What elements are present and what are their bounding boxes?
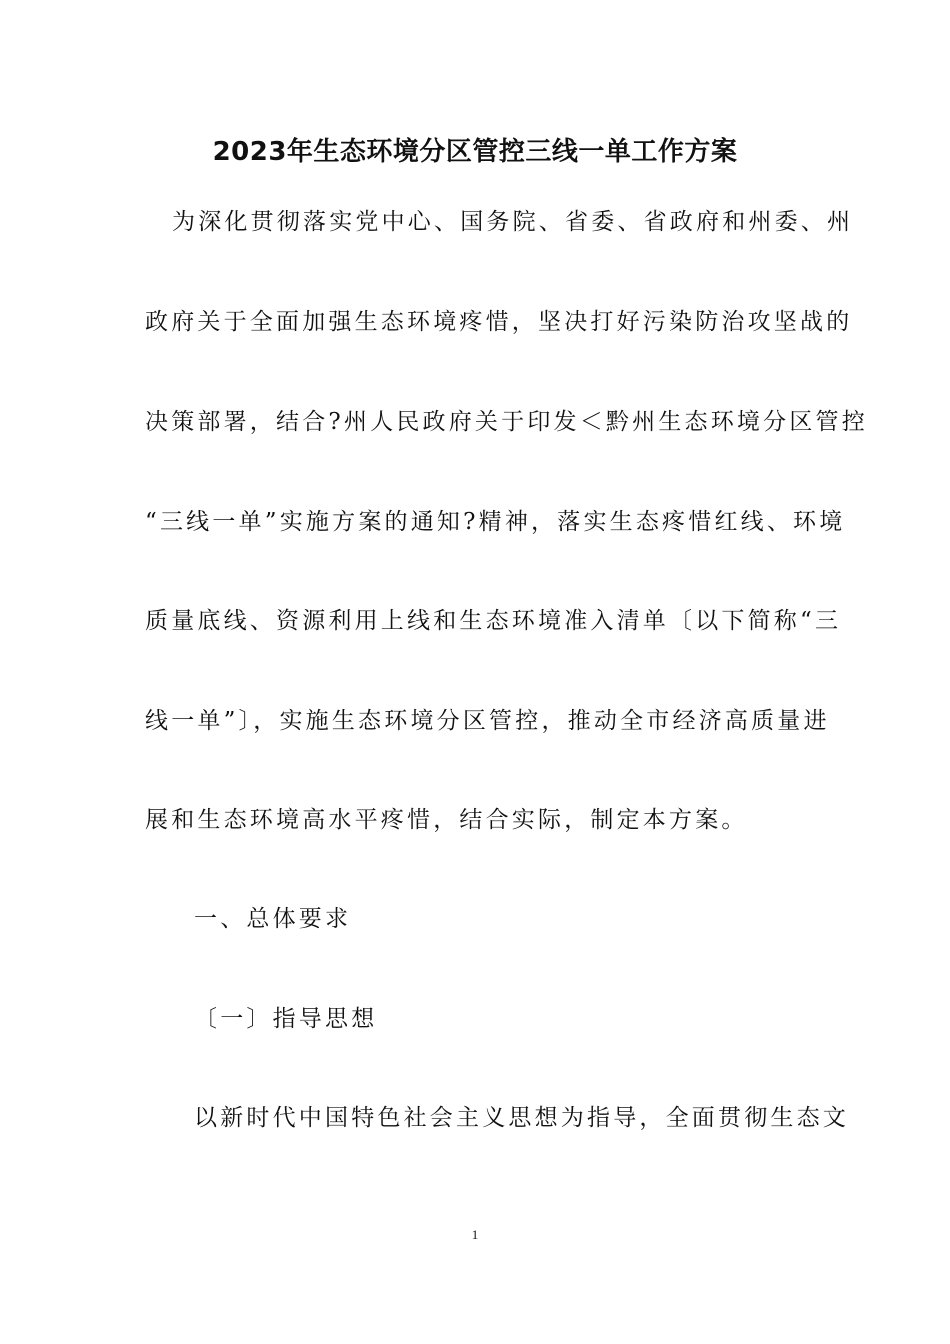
section-heading: 一、总体要求 xyxy=(194,906,352,932)
body-line-5: 质量底线、资源利用上线和生态环境准入清单〔以下简称“三 xyxy=(145,608,842,634)
body-line-6: 线一单”〕，实施生态环境分区管控，推动全市经济高质量进 xyxy=(145,708,830,734)
body-line-2: 政府关于全面加强生态环境疼惜，坚决打好污染防治攻坚战的 xyxy=(145,309,853,335)
body-line-8: 以新时代中国特色社会主义思想为指导，全面贯彻生态文 xyxy=(194,1105,849,1131)
body-line-4: “三线一单”实施方案的通知?精神，落实生态疼惜红线、环境 xyxy=(145,509,846,535)
page-number: 1 xyxy=(471,1227,479,1242)
body-line-3: 决策部署，结合?州人民政府关于印发＜黔州生态环境分区管控 xyxy=(145,409,868,435)
body-line-7: 展和生态环境高水平疼惜，结合实际，制定本方案。 xyxy=(145,807,748,833)
body-line-1: 为深化贯彻落实党中心、国务院、省委、省政府和州委、州 xyxy=(172,209,854,235)
subsection-heading: 〔一〕指导思想 xyxy=(194,1006,378,1032)
document-title: 2023年生态环境分区管控三线一单工作方案 xyxy=(212,137,738,167)
